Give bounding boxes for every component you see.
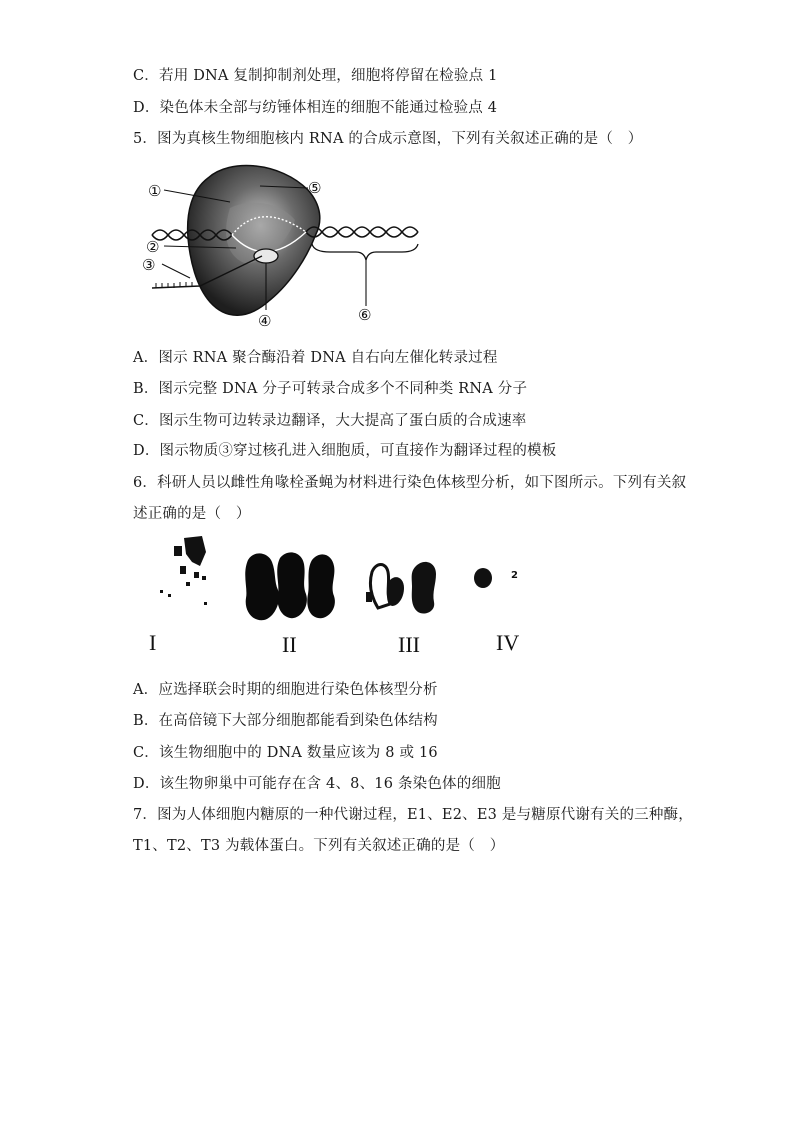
chromosome-group-3 xyxy=(366,562,436,614)
option-d-q6: D．该生物卵巢中可能存在含 4、8、16 条染色体的细胞 xyxy=(133,776,501,792)
option-c-q5: C．图示生物可边转录边翻译，大大提高了蛋白质的合成速率 xyxy=(133,413,527,429)
option-d-q5: D．图示物质③穿过核孔进入细胞质，可直接作为翻译过程的模板 xyxy=(133,443,557,459)
chromosome-group-1 xyxy=(160,536,207,605)
label-2: ② xyxy=(146,238,160,256)
option-c-q4: C．若用 DNA 复制抑制剂处理，细胞将停留在检验点 1 xyxy=(133,68,498,84)
chromosome-group-2 xyxy=(245,552,335,620)
rna-polymerase xyxy=(254,249,278,263)
option-a-q6: A．应选择联会时期的细胞进行染色体核型分析 xyxy=(133,682,438,698)
rna-synthesis-figure xyxy=(130,160,430,335)
option-c-q6: C．该生物细胞中的 DNA 数量应该为 8 或 16 xyxy=(133,745,438,761)
option-a-q5: A．图示 RNA 聚合酶沿着 DNA 自右向左催化转录过程 xyxy=(133,350,498,366)
group-label-4: IV xyxy=(496,630,520,655)
question-5-stem: 5．图为真核生物细胞核内 RNA 的合成示意图，下列有关叙述正确的是（ ） xyxy=(133,131,643,147)
mark-2: 2 xyxy=(511,570,518,581)
question-7-stem-line2: T1、T2、T3 为载体蛋白。下列有关叙述正确的是（ ） xyxy=(133,838,505,854)
label-4: ④ xyxy=(258,312,272,330)
group-label-2: II xyxy=(282,632,297,657)
chromosome-group-4 xyxy=(474,568,518,588)
group-label-3: III xyxy=(398,632,420,657)
option-b-q6: B．在高倍镜下大部分细胞都能看到染色体结构 xyxy=(133,713,438,729)
question-6-stem-line1: 6．科研人员以雌性角喙栓蚤蝇为材料进行染色体核型分析，如下图所示。下列有关叙 xyxy=(133,475,687,491)
label-5: ⑤ xyxy=(308,179,322,197)
karyotype-figure xyxy=(140,532,540,657)
label-3: ③ xyxy=(142,256,156,274)
option-d-q4: D．染色体未全部与纺锤体相连的细胞不能通过检验点 4 xyxy=(133,100,498,116)
question-7-stem-line1: 7．图为人体细胞内糖原的一种代谢过程，E1、E2、E3 是与糖原代谢有关的三种酶， xyxy=(133,807,693,823)
group-label-1: I xyxy=(149,630,157,655)
label-6: ⑥ xyxy=(358,306,372,324)
label-1: ① xyxy=(148,182,162,200)
option-b-q5: B．图示完整 DNA 分子可转录合成多个不同种类 RNA 分子 xyxy=(133,381,528,397)
question-6-stem-line2: 述正确的是（ ） xyxy=(133,506,251,522)
